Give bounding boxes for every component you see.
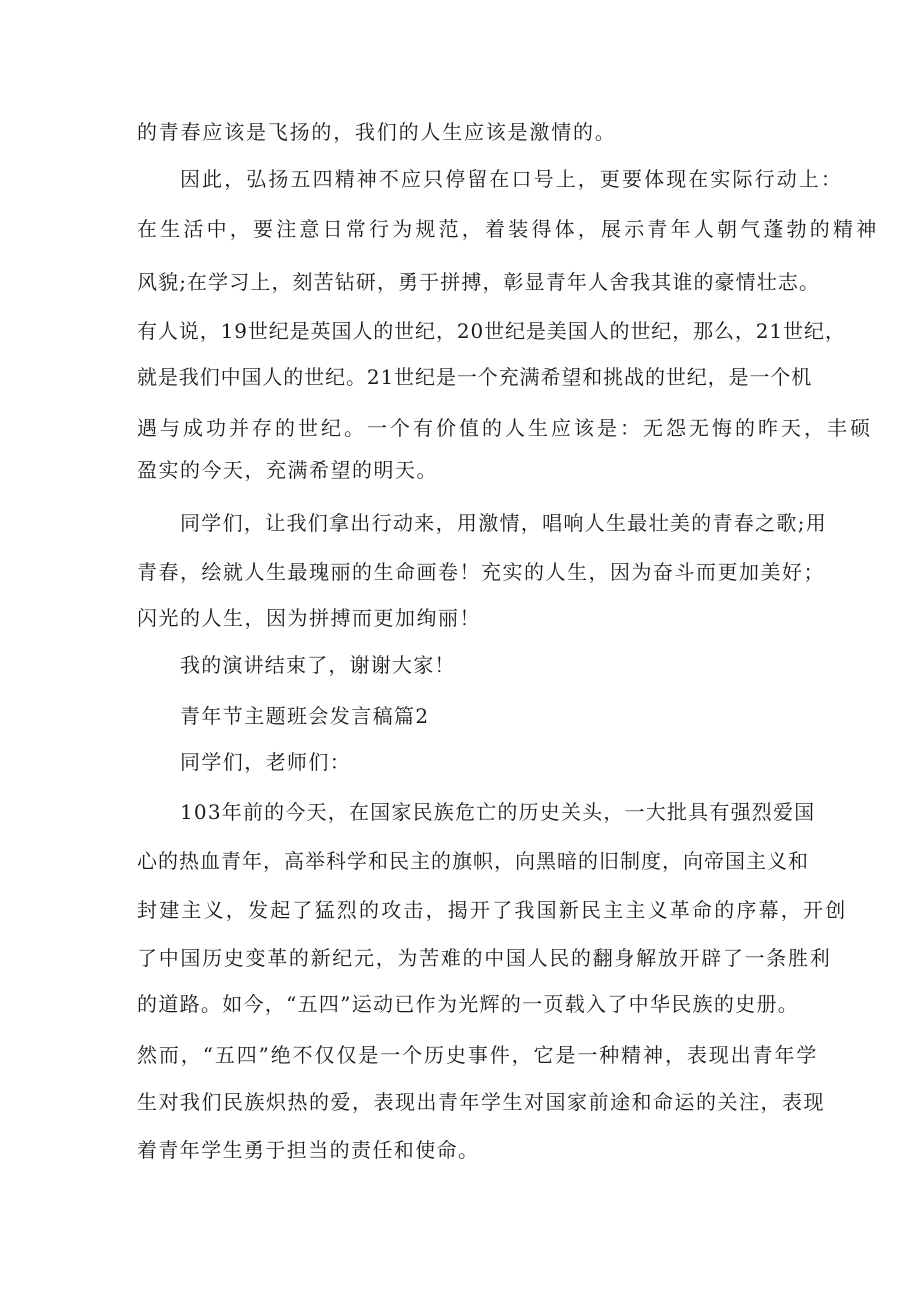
text-line: 在生活中，要注意日常行为规范，着装得体，展示青年人朝气蓬勃的精神	[137, 217, 880, 241]
text-line: 就是我们中国人的世纪。21世纪是一个充满希望和挑战的世纪，是一个机	[137, 365, 813, 389]
text-line: 着青年学生勇于担当的责任和使命。	[137, 1138, 480, 1162]
text-line: 同学们，让我们拿出行动来，用激情，唱响人生最壮美的青春之歌;用	[180, 511, 828, 535]
text-line: 的道路。如今，“五四”运动已作为光辉的一页载入了中华民族的史册。	[137, 992, 800, 1016]
text-line: 遇与成功并存的世纪。一个有价值的人生应该是：无怨无悔的昨天，丰硕	[137, 416, 873, 440]
closing-line: 我的演讲结束了，谢谢大家！	[180, 653, 456, 677]
text-line: 盈实的今天，充满希望的明天。	[137, 458, 438, 482]
text-line: 青春，绘就人生最瑰丽的生命画卷！充实的人生，因为奋斗而更加美好；	[137, 560, 825, 584]
text-line: 然而，“五四”绝不仅仅是一个历史事件，它是一种精神，表现出青年学	[137, 1043, 819, 1067]
text-line: 因此，弘扬五四精神不应只停留在口号上，更要体现在实际行动上：	[180, 167, 843, 191]
text-line: 生对我们民族炽热的爱，表现出青年学生对国家前途和命运的关注，表现	[137, 1090, 825, 1114]
text-line: 103年前的今天，在国家民族危亡的历史关头，一大批具有强烈爱国	[180, 800, 816, 824]
text-line: 了中国历史变革的新纪元，为苦难的中国人民的翻身解放开辟了一条胜利	[137, 946, 832, 970]
section-heading: 青年节主题班会发言稿篇2	[180, 704, 430, 728]
text-line: 风貌;在学习上，刻苦钻研，勇于拼搏，彰显青年人舍我其谁的豪情壮志。	[137, 270, 821, 294]
text-line: 心的热血青年，高举科学和民主的旗帜，向黑暗的旧制度，向帝国主义和	[137, 849, 809, 873]
salutation: 同学们，老师们：	[180, 750, 352, 774]
text-line: 的青春应该是飞扬的，我们的人生应该是激情的。	[137, 120, 617, 144]
text-line: 闪光的人生，因为拼搏而更加绚丽！	[137, 606, 481, 630]
text-line: 有人说，19世纪是英国人的世纪，20世纪是美国人的世纪，那么，21世纪，	[137, 319, 846, 343]
text-line: 封建主义，发起了猛烈的攻击，揭开了我国新民主主义革命的序幕，开创	[137, 898, 848, 922]
